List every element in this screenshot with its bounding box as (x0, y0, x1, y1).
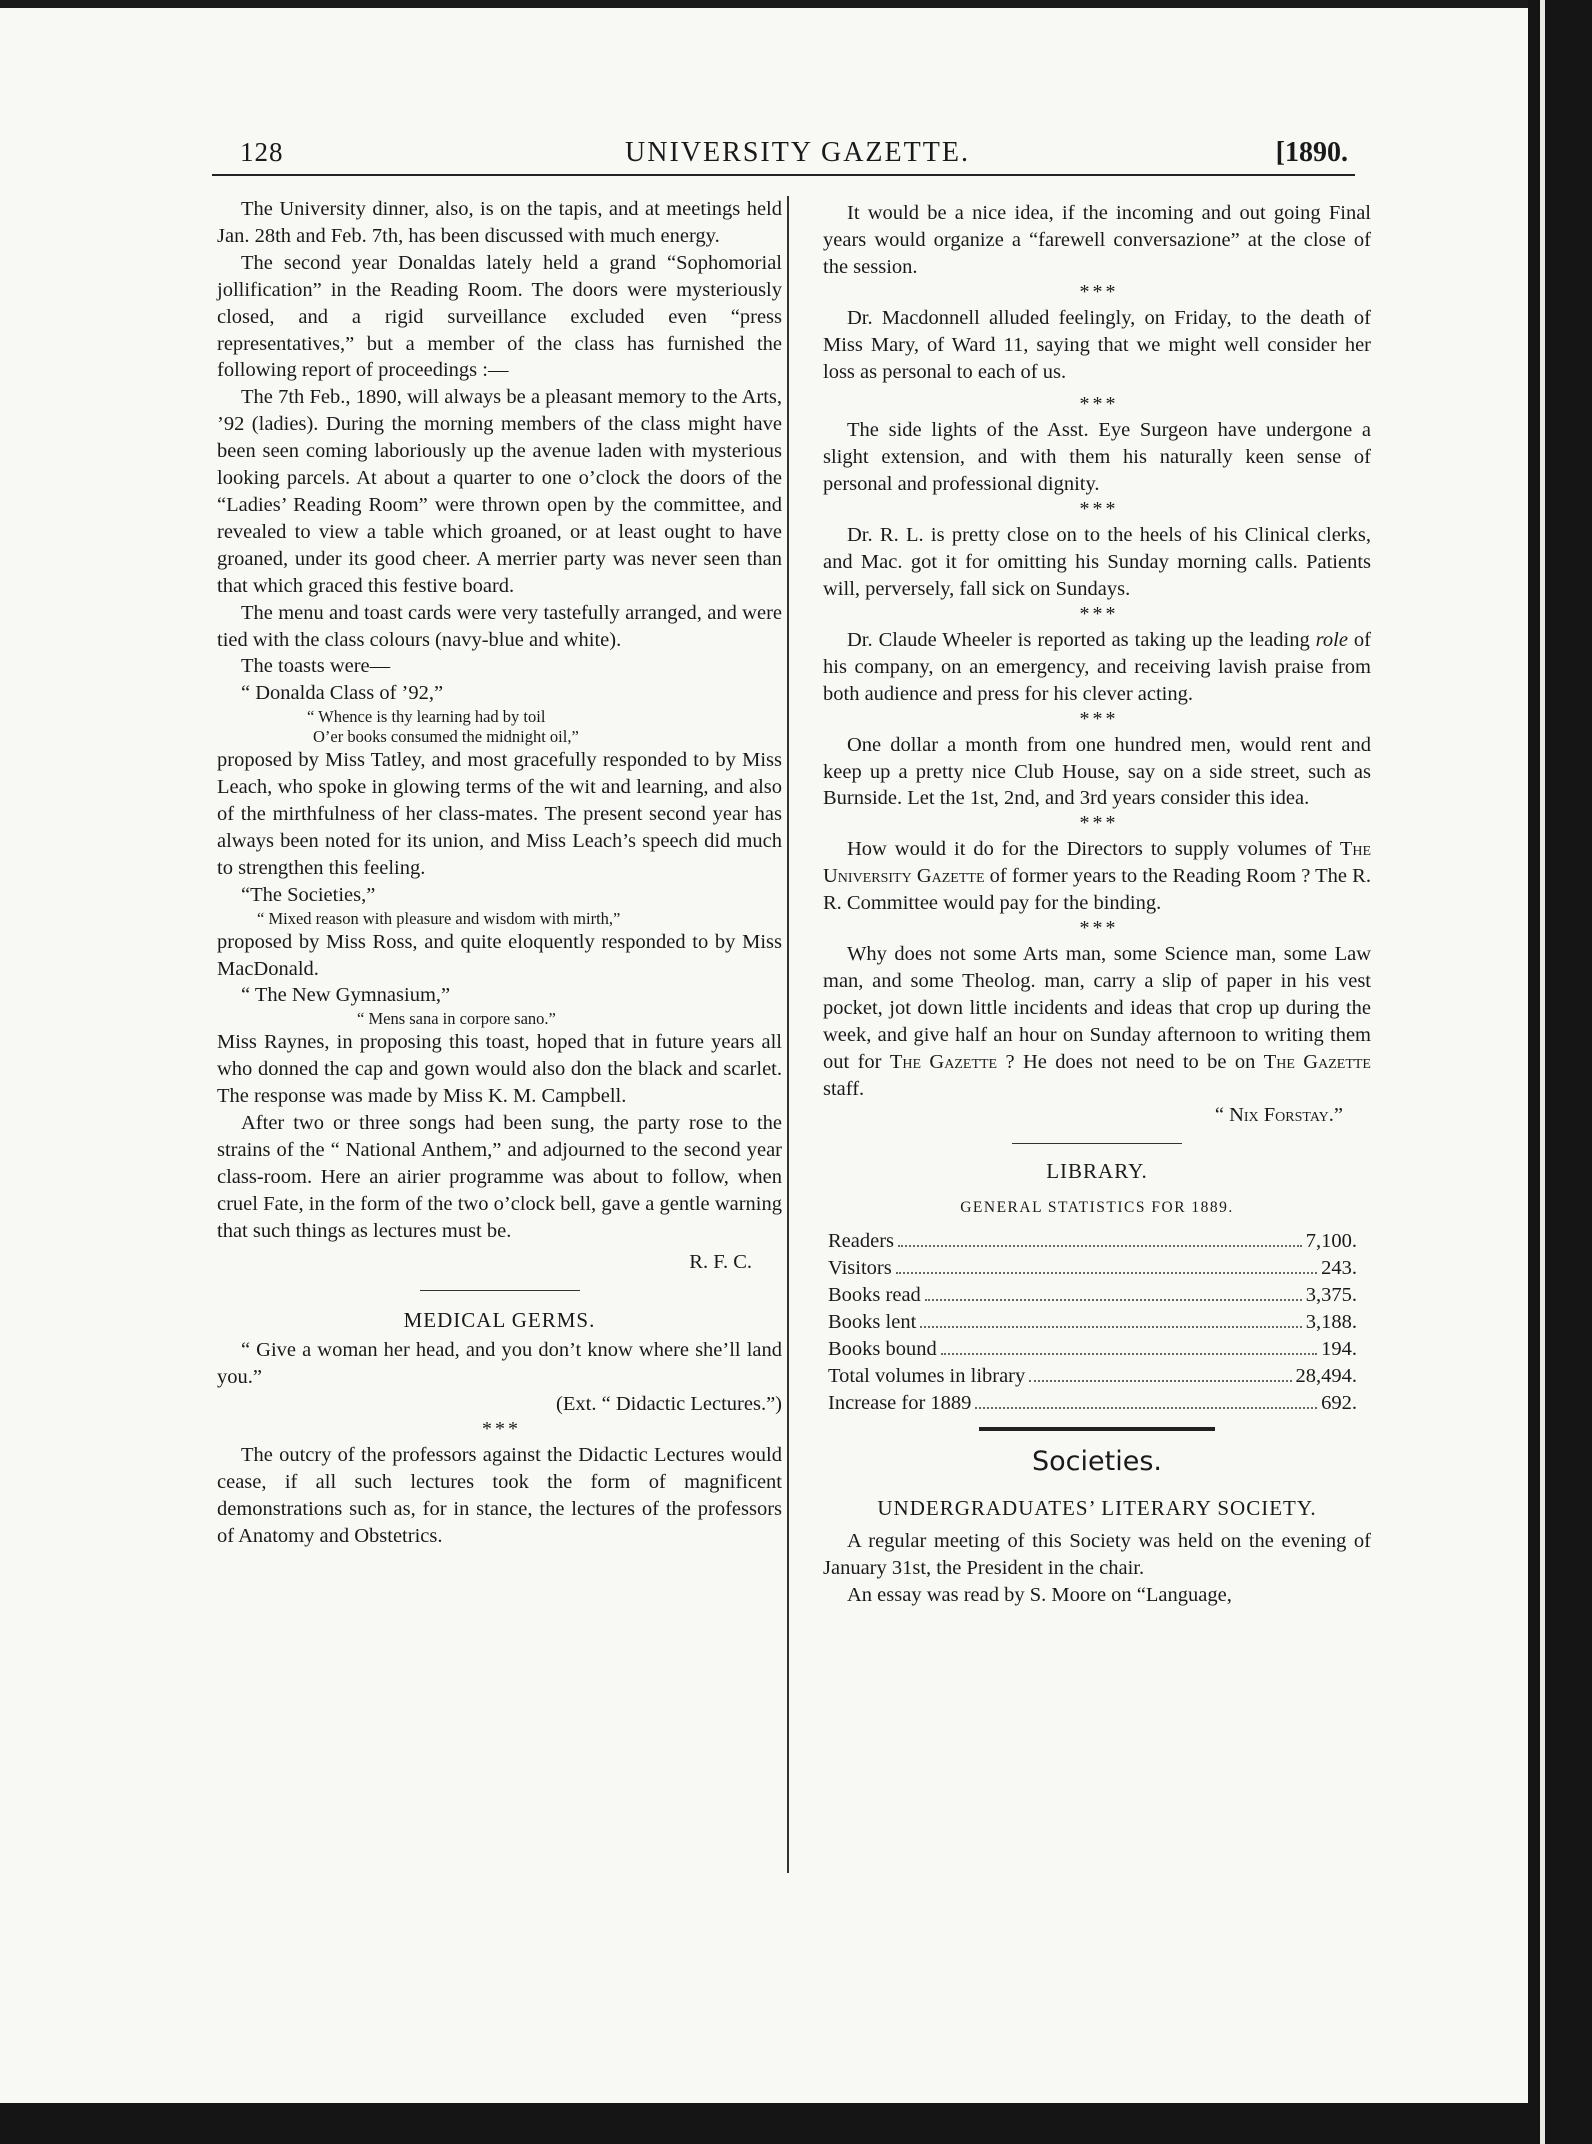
stats-label: Total volumes in library (828, 1364, 1026, 1387)
leader-dots (920, 1326, 1301, 1328)
text-run: ? He does not need to be on (997, 1050, 1264, 1073)
toast-title: “The Societies,” (241, 883, 376, 906)
publication-name: The University Gazette (823, 838, 1371, 888)
asterism-ornament: * * * (1079, 917, 1115, 940)
asterism-ornament: * * * (1079, 602, 1115, 625)
leader-dots (898, 1245, 1302, 1247)
stats-value: 194. (1321, 1337, 1357, 1360)
stats-label: Books read (828, 1284, 921, 1306)
leader-dots (925, 1299, 1302, 1301)
stats-value: 3,375. (1305, 1284, 1357, 1306)
text-run: of former years to the Reading Room ? The R. R. Committee would pay for the binding. (823, 865, 1371, 915)
leader-dots (941, 1353, 1317, 1355)
asterism-ornament: * * * (1079, 498, 1115, 521)
stats-value: 7,100. (1305, 1230, 1357, 1253)
society-heading: UNDERGRADUATES’ LITERARY SOCIETY. (877, 1496, 1317, 1521)
stats-row (828, 1390, 1357, 1417)
right-column (823, 200, 1371, 1609)
asterism-ornament: * * * (1079, 812, 1115, 835)
page-title: UNIVERSITY GAZETTE. (625, 137, 970, 168)
asterism-ornament: * * * (1079, 707, 1115, 730)
section-heading: MEDICAL GERMS. (403, 1307, 596, 1332)
paragraph: proposed by Miss Ross, and quite eloquently responded to by Miss MacDonald. (217, 930, 782, 980)
page-year: [1890. (1275, 137, 1348, 168)
header-rule (212, 174, 1355, 176)
signature: “ Nix Forstay.” (1214, 1104, 1343, 1127)
paragraph: The University dinner, also, is on the tapis, and at meetings held Jan. 28th and Feb. 7th, has been discussed with much energy. (217, 198, 782, 247)
page-number: 128 (240, 137, 284, 167)
column-divider (787, 196, 789, 1873)
stats-row (828, 1282, 1357, 1309)
stats-label: Books bound (828, 1337, 937, 1360)
quote: “ Give a woman her head, and you don’t know where she’ll land you.” (217, 1339, 782, 1389)
stats-label: Visitors (828, 1257, 892, 1280)
leader-dots (975, 1407, 1317, 1409)
asterism-ornament: * * * (482, 1418, 517, 1441)
stats-row (828, 1363, 1357, 1390)
paragraph: The menu and toast cards were very tastefully arranged, and were tied with the class colours (navy-blue and white). (217, 601, 782, 651)
societies-heading: Societies. (1032, 1445, 1162, 1477)
right-scan-border (1528, 0, 1592, 2144)
next-page-edge (1540, 0, 1545, 2144)
text-run: of his company, on an emergency, and receiving lavish praise from both audience and press for his clever acting. (823, 628, 1371, 705)
stats-value: 692. (1321, 1391, 1357, 1414)
paragraph: The outcry of the professors against the Didactic Lectures would cease, if all such lectures took the form of magnificent demonstrations such as, for in stance, the lectures of the professors of Anatomy and Obstetrics. (217, 1444, 782, 1547)
page-header (240, 125, 1355, 185)
paragraph: The second year Donaldas lately held a grand “Sophomorial jollification” in the Reading Room. The doors were mysteriously closed, and a rigid surveillance excluded even “press representatives,” but a member of the class has furnished the following report of proceedings :— (217, 251, 782, 382)
stats-value: 28,494. (1295, 1364, 1357, 1387)
toast-title: “ Donalda Class of ’92,” (241, 682, 444, 705)
verse-line: “ Whence is thy learning had by toil (307, 707, 546, 727)
stats-row (828, 1228, 1357, 1255)
stats-row (828, 1309, 1357, 1336)
publication-name: The Gazette (889, 1050, 998, 1073)
publication-name: The Gazette (1263, 1050, 1371, 1073)
leader-dots (1029, 1380, 1291, 1382)
signature: R. F. C. (689, 1250, 752, 1273)
paragraph: It would be a nice idea, if the incoming and out going Final years would organize a “farewell conversazione” at the close of the session. (823, 202, 1371, 278)
leader-dots (896, 1272, 1317, 1274)
section-rule (979, 1427, 1215, 1431)
verse-line: O’er books consumed the midnight oil,” (313, 727, 579, 747)
paragraph: A regular meeting of this Society was held on the evening of January 31st, the President in the chair. (823, 1530, 1371, 1580)
text-run: Dr. Claude Wheeler is reported as taking up the leading (847, 628, 1316, 651)
quote-source: (Ext. “ Didactic Lectures.”) (556, 1393, 782, 1416)
italic-word: role (1315, 628, 1348, 651)
top-scan-border (0, 0, 1592, 8)
stats-row (828, 1336, 1357, 1363)
stats-row (828, 1255, 1357, 1282)
paragraph: After two or three songs had been sung, the party rose to the strains of the “ National Anthem,” and adjourned to the second year class-room. Here an airier programme was about to follow, when cruel Fate, in the form of the two o’clock bell, gave a gentle warning that such things as lectures must be. (217, 1112, 782, 1242)
paragraph (823, 941, 1371, 1102)
left-column (217, 196, 782, 1550)
verse-line: “ Mixed reason with pleasure and wisdom with mirth,” (257, 908, 621, 928)
stats-value: 3,188. (1305, 1310, 1357, 1333)
stats-label: Books lent (828, 1310, 917, 1333)
bottom-scan-border (0, 2103, 1592, 2144)
paragraph (823, 836, 1371, 917)
paragraph: Dr. Macdonnell alluded feelingly, on Friday, to the death of Miss Mary, of Ward 11, saying that we might well consider her loss as personal to each of us. (823, 306, 1371, 383)
stats-value: 243. (1321, 1257, 1357, 1280)
paragraph (823, 627, 1371, 708)
paragraph: The 7th Feb., 1890, will always be a pleasant memory to the Arts, ’92 (ladies). During the morning members of the class might have been seen coming laboriously up the avenue laden with mysterious looking parcels. At about a quarter to one o’clock the doors of the “Ladies’ Reading Room” were thrown open by the committee, and revealed to view a table which groaned, or at least ought to have groaned, under its good cheer. A merrier party was never seen than that which graced this festive board. (217, 386, 782, 597)
section-rule (1012, 1143, 1182, 1144)
paragraph: Dr. R. L. is pretty close on to the heels of his Clinical clerks, and Mac. got it for omitting his Sunday morning calls. Patients will, perversely, fall sick on Sundays. (823, 524, 1371, 600)
paragraph: One dollar a month from one hundred men, would rent and keep up a pretty nice Club House, say on a side street, such as Burnside. Let the 1st, 2nd, and 3rd years consider this idea. (823, 733, 1371, 810)
library-stats-table (823, 1228, 1371, 1416)
paragraph: Miss Raynes, in proposing this toast, hoped that in future years all who donned the cap and gown would also don the black and scarlet. The response was made by Miss K. M. Campbell. (217, 1031, 782, 1108)
asterism-ornament: * * * (1079, 393, 1115, 416)
paragraph: proposed by Miss Tatley, and most gracefully responded to by Miss Leach, who spoke in glowing terms of the wit and learning, and also of the mirthfulness of her class-mates. The present second year has always been noted for its union, and Miss Leach’s speech did much to strengthen this feeling. (217, 749, 782, 879)
section-heading: LIBRARY. (1046, 1159, 1148, 1184)
section-rule (420, 1290, 580, 1291)
verse-line: “ Mens sana in corpore sano.” (357, 1009, 556, 1029)
paragraph: An essay was read by S. Moore on “Language, (847, 1584, 1232, 1607)
toast-title: “ The New Gymnasium,” (241, 984, 451, 1007)
stats-label: Increase for 1889 (828, 1391, 972, 1414)
text-run: How would it do for the Directors to supply volumes of (847, 838, 1340, 861)
text-run: staff. (823, 1077, 865, 1100)
stats-label: Readers (828, 1230, 895, 1253)
text-run: Why does not some Arts man, some Science man, some Law man, and some Theolog. man, carry a slip of paper in his vest pocket, jot down little incidents and ideas that crop up during the week, and give half an hour on Sunday afternoon to writing them out for (823, 943, 1371, 1073)
stats-heading: GENERAL STATISTICS FOR 1889. (960, 1199, 1234, 1217)
paragraph: The toasts were— (241, 655, 391, 678)
paragraph: The side lights of the Asst. Eye Surgeon have undergone a slight extension, and with them his naturally keen sense of personal and professional dignity. (823, 419, 1371, 496)
asterism-ornament: * * * (1079, 280, 1115, 303)
